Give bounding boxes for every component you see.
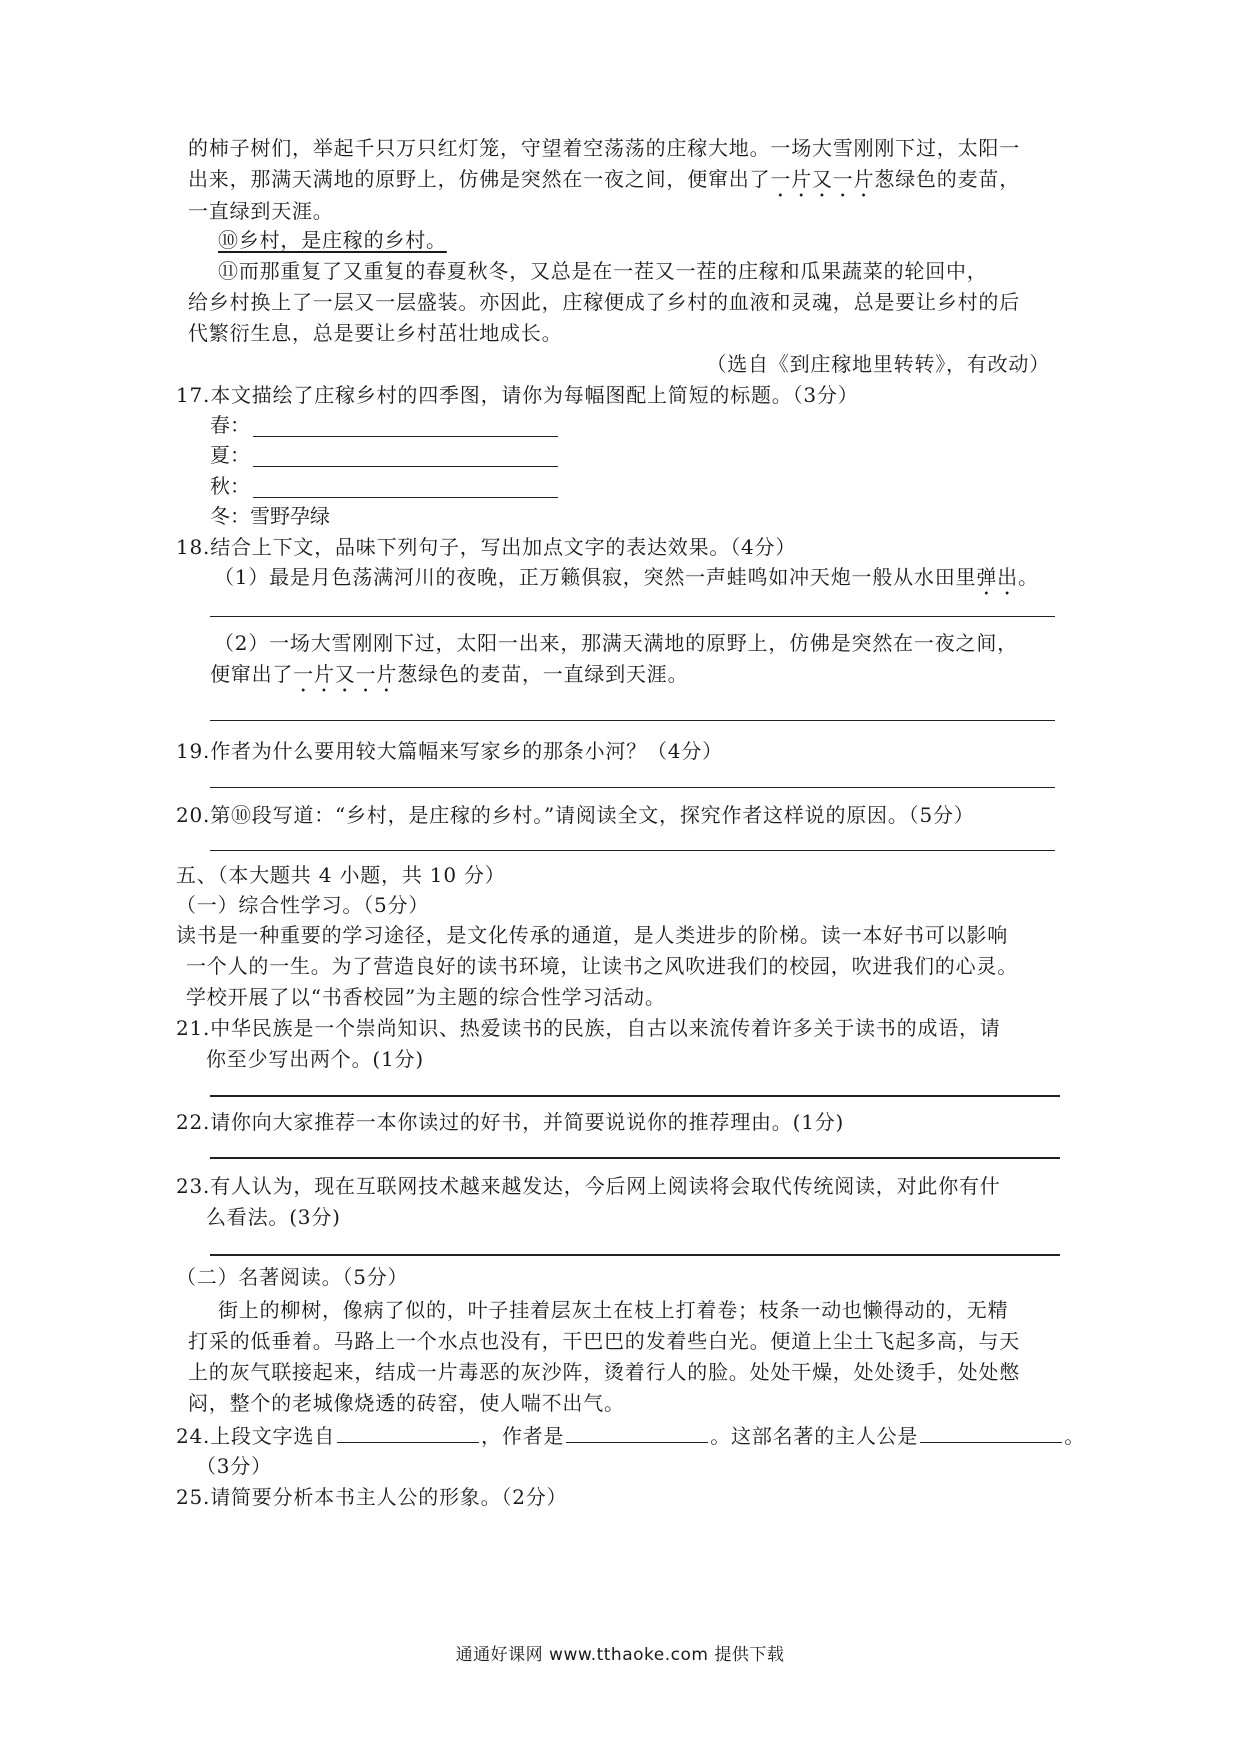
excerpt-line-1: 街上的柳树，像病了似的，叶子挂着层灰土在枝上打着卷；枝条一动也懒得动的，无精 — [218, 1298, 1009, 1322]
question-text: 24.上段文字选自 — [176, 1424, 336, 1448]
footer-credit: 通通好课网 www.tthaoke.com 提供下载 — [455, 1645, 785, 1665]
paragraph-10 — [218, 225, 1088, 255]
question-23-line-2: 么看法。(3分) — [206, 1205, 341, 1229]
emphasized-text: 一片又一片 — [770, 167, 875, 191]
q18-sentence-2-line-2 — [210, 659, 1080, 697]
q19-answer-line[interactable] — [210, 787, 1055, 788]
sentence-text: （1）最是月色荡满河川的夜晚，正万籁俱寂，突然一声蛙鸣如冲天炮一般从水田里 — [214, 565, 977, 589]
q17-spring-answer-line[interactable] — [253, 436, 558, 437]
part-2-title: （二）名著阅读。（5分） — [176, 1265, 409, 1289]
q17-autumn-label: 秋： — [210, 474, 250, 498]
question-21-line-2: 你至少写出两个。(1分) — [206, 1047, 424, 1071]
sentence-text: 葱绿色的麦苗，一直绿到天涯。 — [397, 662, 689, 686]
q17-winter-label: 冬：雪野孕绿 — [210, 504, 330, 528]
q18-sentence-2-line-1: （2）一场大雪刚刚下过，太阳一出来，那满天满地的原野上，仿佛是突然在一夜之间， — [214, 631, 1018, 655]
paragraph-11-line-3: 代繁衍生息，总是要让乡村茁壮地成长。 — [188, 321, 563, 345]
passage-line-3: 一直绿到天涯。 — [188, 199, 334, 223]
passage-text: 出来，那满天满地的原野上，仿佛是突然在一夜之间，便窜出了 — [188, 167, 771, 191]
q18-2-answer-line[interactable] — [210, 720, 1055, 721]
question-text: 。这部名著的主人公是 — [710, 1424, 919, 1448]
q24-protagonist-blank[interactable] — [920, 1420, 1062, 1443]
q21-answer-line[interactable] — [210, 1095, 1060, 1097]
question-text: ，作者是 — [481, 1424, 565, 1448]
q17-summer-answer-line[interactable] — [253, 466, 558, 467]
intro-line-3: 学校开展了以“书香校园”为主题的综合性学习活动。 — [186, 985, 666, 1009]
emphasized-text: 弹出 — [976, 565, 1018, 589]
excerpt-line-4: 闷，整个的老城像烧透的砖窑，使人喘不出气。 — [188, 1391, 625, 1415]
q24-author-blank[interactable] — [566, 1420, 708, 1443]
passage-text: 葱绿色的麦苗， — [874, 167, 1021, 191]
q17-spring-label: 春： — [210, 413, 250, 437]
q24-book-blank[interactable] — [337, 1420, 479, 1443]
part-1-title: （一）综合性学习。（5分） — [176, 893, 430, 917]
question-25: 25.请简要分析本书主人公的形象。（2分） — [176, 1485, 568, 1509]
question-18: 18.结合上下文，品味下列句子，写出加点文字的表达效果。（4分） — [176, 535, 797, 559]
question-text: 。 — [1064, 1424, 1086, 1448]
passage-line-1: 的柿子树们，举起千只万只红灯笼，守望着空荡荡的庄稼大地。一场大雪刚刚下过，太阳一 — [188, 136, 1020, 160]
question-17: 17.本文描绘了庄稼乡村的四季图，请你为每幅图配上简短的标题。（3分） — [176, 383, 859, 407]
paragraph-11-line-2: 给乡村换上了一层又一层盛装。亦因此，庄稼便成了乡村的血液和灵魂，总是要让乡村的后 — [188, 290, 1020, 314]
question-22: 22.请你向大家推荐一本你读过的好书，并简要说说你的推荐理由。(1分) — [176, 1110, 845, 1134]
q22-answer-line[interactable] — [210, 1157, 1060, 1159]
intro-line-1: 读书是一种重要的学习途径，是文化传承的通道，是人类进步的阶梯。读一本好书可以影响 — [176, 923, 1008, 947]
q18-1-answer-line[interactable] — [210, 616, 1055, 617]
question-24 — [176, 1420, 1086, 1451]
question-21-line-1: 21.中华民族是一个崇尚知识、热爱读书的民族，自古以来流传着许多关于读书的成语，请 — [176, 1016, 1001, 1040]
source-note: （选自《到庄稼地里转转》，有改动） — [706, 352, 1050, 376]
excerpt-line-2: 打采的低垂着。马路上一个水点也没有，干巴巴的发着些白光。便道上尘土飞起多高，与天 — [188, 1329, 1020, 1353]
sentence-text: 。 — [1017, 565, 1039, 589]
q17-autumn-answer-line[interactable] — [253, 497, 558, 498]
section-5-heading: 五、（本大题共 4 小题，共 10 分） — [176, 863, 506, 887]
sentence-text: 便窜出了 — [210, 662, 294, 686]
excerpt-line-3: 上的灰气联接起来，结成一片毒恶的灰沙阵，烫着行人的脸。处处干燥，处处烫手，处处憋 — [188, 1360, 1020, 1384]
question-19: 19.作者为什么要用较大篇幅来写家乡的那条小河？（4分） — [176, 739, 723, 763]
intro-line-2: 一个人的一生。为了营造良好的读书环境，让读书之风吹进我们的校园，吹进我们的心灵。 — [186, 954, 1018, 978]
emphasized-text: 一片又一片 — [293, 662, 398, 686]
question-24-score: （3分） — [196, 1454, 272, 1478]
question-20: 20.第⑩段写道：“乡村，是庄稼的乡村。”请阅读全文，探究作者这样说的原因。（5分） — [176, 803, 975, 827]
q23-answer-line[interactable] — [210, 1254, 1060, 1256]
q17-summer-label: 夏： — [210, 443, 250, 467]
q20-answer-line[interactable] — [210, 850, 1055, 851]
underlined-text: ⑩乡村，是庄稼的乡村。 — [218, 228, 447, 252]
question-23-line-1: 23.有人认为，现在互联网技术越来越发达，今后网上阅读将会取代传统阅读，对此你有什 — [176, 1174, 1001, 1198]
paragraph-11-line-1: ⑪而那重复了又重复的春夏秋冬，又总是在一茬又一茬的庄稼和瓜果蔬菜的轮回中， — [218, 259, 988, 283]
q18-sentence-1 — [214, 562, 1084, 600]
